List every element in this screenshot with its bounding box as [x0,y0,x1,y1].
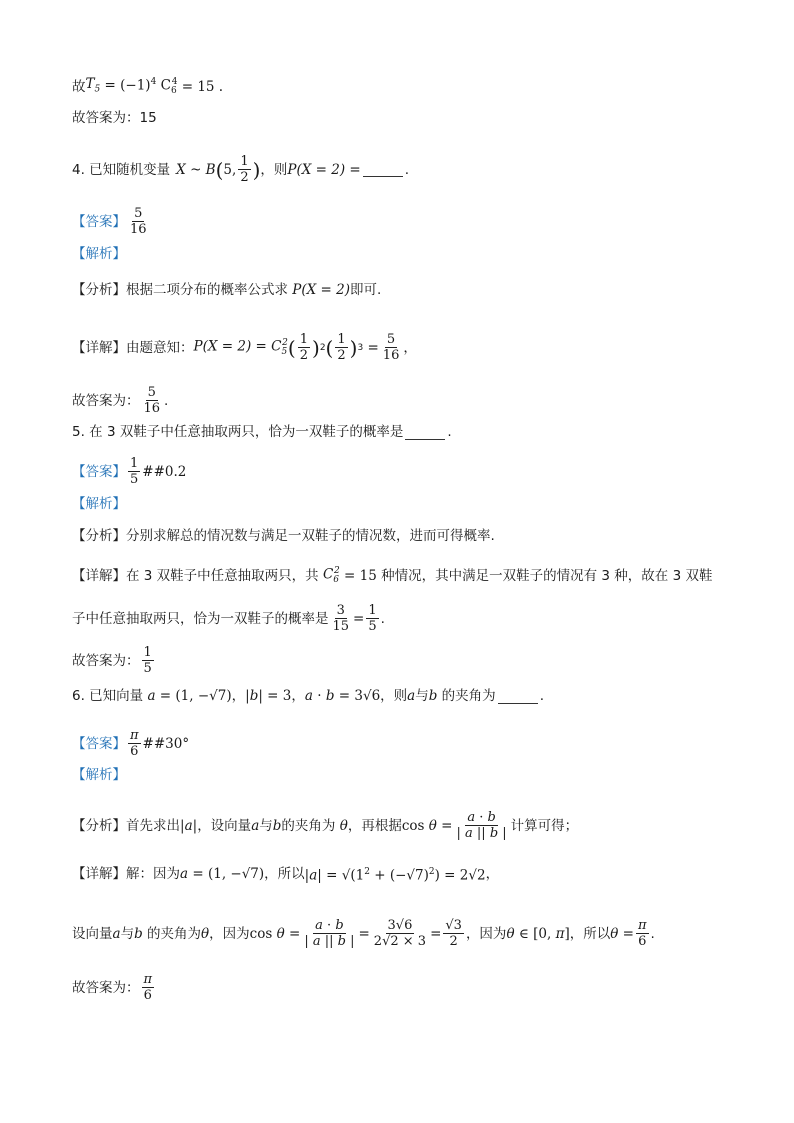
q6-tail: 的夹角为 [437,688,496,704]
q6-math-4: a · b = 3√6 [304,688,381,704]
q5-fenxi-label: 【分析】 [72,528,126,544]
q6-text: 6. 已知向量 [72,688,144,704]
var-a: a [251,817,260,834]
period: . [650,925,655,942]
period: . [380,610,385,627]
q6-answer-frac: $\frac{\pi}{6}$ [130,728,139,759]
math-T5: $T_5$ [85,75,101,95]
q4-detail-line: 【详解】 由题意知： $P(X = 2) = C_5^2$ ( $\frac{1}{2}$ ) 2 ( $\frac{1}{2}$ ) 3 = $\frac{5}{16}$ ， [72,332,417,363]
period: . [164,392,169,409]
q4-math-5: 5, [223,161,237,178]
q5-fenxi-line [72,526,495,546]
q4-detail-math: $P(X = 2) = C_5^2$ [193,337,288,358]
q6-detail-text-1: 解：因为 [126,865,180,882]
q6-d1-math-1: a = (1, −√7) [180,865,265,882]
q6-fenxi-mid3: 的夹角为 [281,817,336,834]
q6-detail-line-2 [72,918,655,949]
q4-text: 4. 已知随机变量 [72,161,171,178]
paren: ( [325,335,334,360]
line-t5 [72,72,223,101]
math-eq-1-tail: = 15 . [181,78,224,95]
q5-detail-line-1 [72,561,712,590]
frac-3root6: $\frac{3√6}{2√2 \times 3}$ [373,918,427,949]
math-eq-1: = $(-1)^4$ $C_6^4$ [100,77,178,97]
comma: ， [485,865,500,882]
q6-fenxi-label: 【分析】 [72,817,126,834]
cos-theta: cos θ = [401,817,453,834]
q6-d2-mid: 因为 [222,925,250,942]
frac-pi-6: $\frac{\pi}{6}$ [638,918,647,949]
q6-math-3: |b| = 3 [245,688,292,704]
theta-range: θ ∈ [0, π] [506,925,570,942]
q5-analysis-label: 【解析】 [72,496,126,512]
q4-text-then: ，则 [260,161,288,178]
comma: ，则 [380,688,408,704]
q4-answer-label: 【答案】 [72,213,126,230]
q4-math-X: X ~ B [176,161,216,178]
paren: ) [312,335,320,360]
q4-final-frac: $\frac{5}{16}$ [143,385,161,416]
q5-final-label: 故答案为： [72,652,140,669]
q5-answer-label: 【答案】 [72,463,126,480]
line-answer-15 [72,108,157,128]
q6-d1-mid: ，所以 [264,865,305,882]
eq: = [353,610,365,627]
q4-fenxi-post: 即可. [350,282,382,298]
q6-fenxi-mid4: ，再根据 [347,817,402,834]
q4-final-line [72,385,168,416]
abs-a: |a| [180,817,198,834]
q6-d2-mid2: ，因为 [465,925,507,942]
q5-answer-frac: $\frac{1}{5}$ [130,456,139,487]
frac-root3-2: $\frac{√3}{2}$ [445,918,462,949]
paren-close: ) [252,157,261,182]
q5-text: 5. 在 3 双鞋子中任意抽取两只，恰为一双鞋子的概率是 [72,424,404,440]
q6-answer-label: 【答案】 [72,735,126,752]
paren-open: ( [215,157,224,182]
q6-blank [498,689,538,704]
eq: = [358,925,370,942]
theta: θ [335,817,348,834]
q6-d2-mid3: ，所以 [569,925,611,942]
q6-detail-label: 【详解】 [72,865,126,882]
frac-dot: $\frac{a \cdot b}{| a || b |}$ [456,810,507,841]
var-b: b [272,817,282,834]
q6-answer-line [72,728,189,759]
q5-detail-text-2: 子中任意抽取两只，恰为一双鞋子的概率是 [72,610,329,627]
q6-final-label: 故答案为： [72,979,140,996]
q6-fenxi-text: 首先求出 [126,817,180,834]
frac-1-5: $\frac{1}{5}$ [368,603,377,634]
q6-math-a: a [407,688,416,704]
comma: ， [209,925,223,942]
var-a: a [112,925,121,942]
q4-fenxi-text: 根据二项分布的概率公式求 [126,282,288,298]
period: . [447,424,452,440]
question-6 [72,686,544,706]
q4-blank [363,162,403,177]
q5-detail-line-2 [72,603,385,634]
q6-fenxi-mid2: 与 [259,817,273,834]
q5-final-frac: $\frac{1}{5}$ [143,645,152,676]
yu: 与 [120,925,135,942]
frac-5-16: $\frac{5}{16}$ [382,332,400,363]
frac-dot-2: $\frac{a \cdot b}{| a || b |}$ [304,918,355,949]
q5-detail-text-1b: 种情况，其中满足一双鞋子的情况有 3 种，故在 3 双鞋 [381,567,713,584]
question-5 [72,422,452,442]
q5-fenxi-text: 分别求解总的情况数与满足一双鞋子的情况数，进而可得概率. [126,528,495,544]
q6-final-line [72,972,156,1003]
q4-math-P: P(X = 2) = [287,161,361,178]
q6-fenxi-line [72,810,578,841]
q4-fenxi-math: P(X = 2) [288,282,351,298]
q6-d2-t: 的夹角为 [142,925,202,942]
q4-analysis-label: 【解析】 [72,246,126,262]
comma: ， [291,688,305,704]
q6-math-2: = (1, −√7) [155,688,232,704]
eq: = [430,925,442,942]
q4-detail-text: 由题意知： [126,339,194,356]
q6-answer-tail: ##30° [142,735,190,752]
q6-final-frac: $\frac{\pi}{6}$ [143,972,153,1003]
comma: ， [231,688,246,704]
q6-d1-math-2: $|a| = √(1^2 + (-√7)^2) = 2√2$ [304,867,486,884]
q6-detail-text-2: 设向量 [72,925,113,942]
q6-math-1: a [143,688,156,704]
q4-answer-line [72,206,151,237]
paren: ( [287,335,296,360]
yu: 与 [415,688,429,704]
q6-analysis-label-line [72,765,126,785]
text-answer-15: 故答案为：15 [72,110,157,126]
q5-detail-label: 【详解】 [72,567,126,584]
q4-analysis-label-line [72,244,126,264]
q4-answer-frac: $\frac{5}{16}$ [130,206,147,237]
cos-theta: cos θ = [249,925,301,942]
q5-final-line [72,645,156,676]
q5-analysis-label-line [72,494,126,514]
q5-detail-text-1: 在 3 双鞋子中任意抽取两只，共 [126,567,319,584]
q4-fenxi-line [72,280,381,300]
q5-eq: = 15 [339,567,382,584]
q4-frac-half: $\frac{1}{2}$ [240,154,249,185]
period: . [539,688,544,704]
theta: θ [201,925,210,942]
comma: ， [403,339,417,356]
q4-final-label: 故答案为： [72,392,140,409]
q6-fenxi-post: 计算可得； [510,817,579,834]
question-4 [72,154,409,185]
q4-end: . [404,161,410,178]
q5-blank [405,425,445,440]
q6-detail-line-1 [72,862,499,886]
q5-answer-line [72,456,186,487]
q6-fenxi-mid1: ，设向量 [197,817,252,834]
paren: ) [349,335,358,360]
eq: = [363,339,379,356]
frac-3-15: $\frac{3}{15}$ [332,603,350,634]
q4-fenxi-label: 【分析】 [72,282,126,298]
frac-half-b: $\frac{1}{2}$ [337,332,346,363]
theta-eq: θ = [610,925,634,942]
q6-math-b: b [428,688,438,704]
frac-half-a: $\frac{1}{2}$ [299,332,308,363]
q5-comb: $C_6^2$ [318,566,340,586]
q6-analysis-label: 【解析】 [72,767,126,783]
q4-detail-label: 【详解】 [72,339,126,356]
text-gu: 故 [72,78,86,95]
q5-answer-tail: ##0.2 [142,463,187,480]
var-b: b [134,925,143,942]
